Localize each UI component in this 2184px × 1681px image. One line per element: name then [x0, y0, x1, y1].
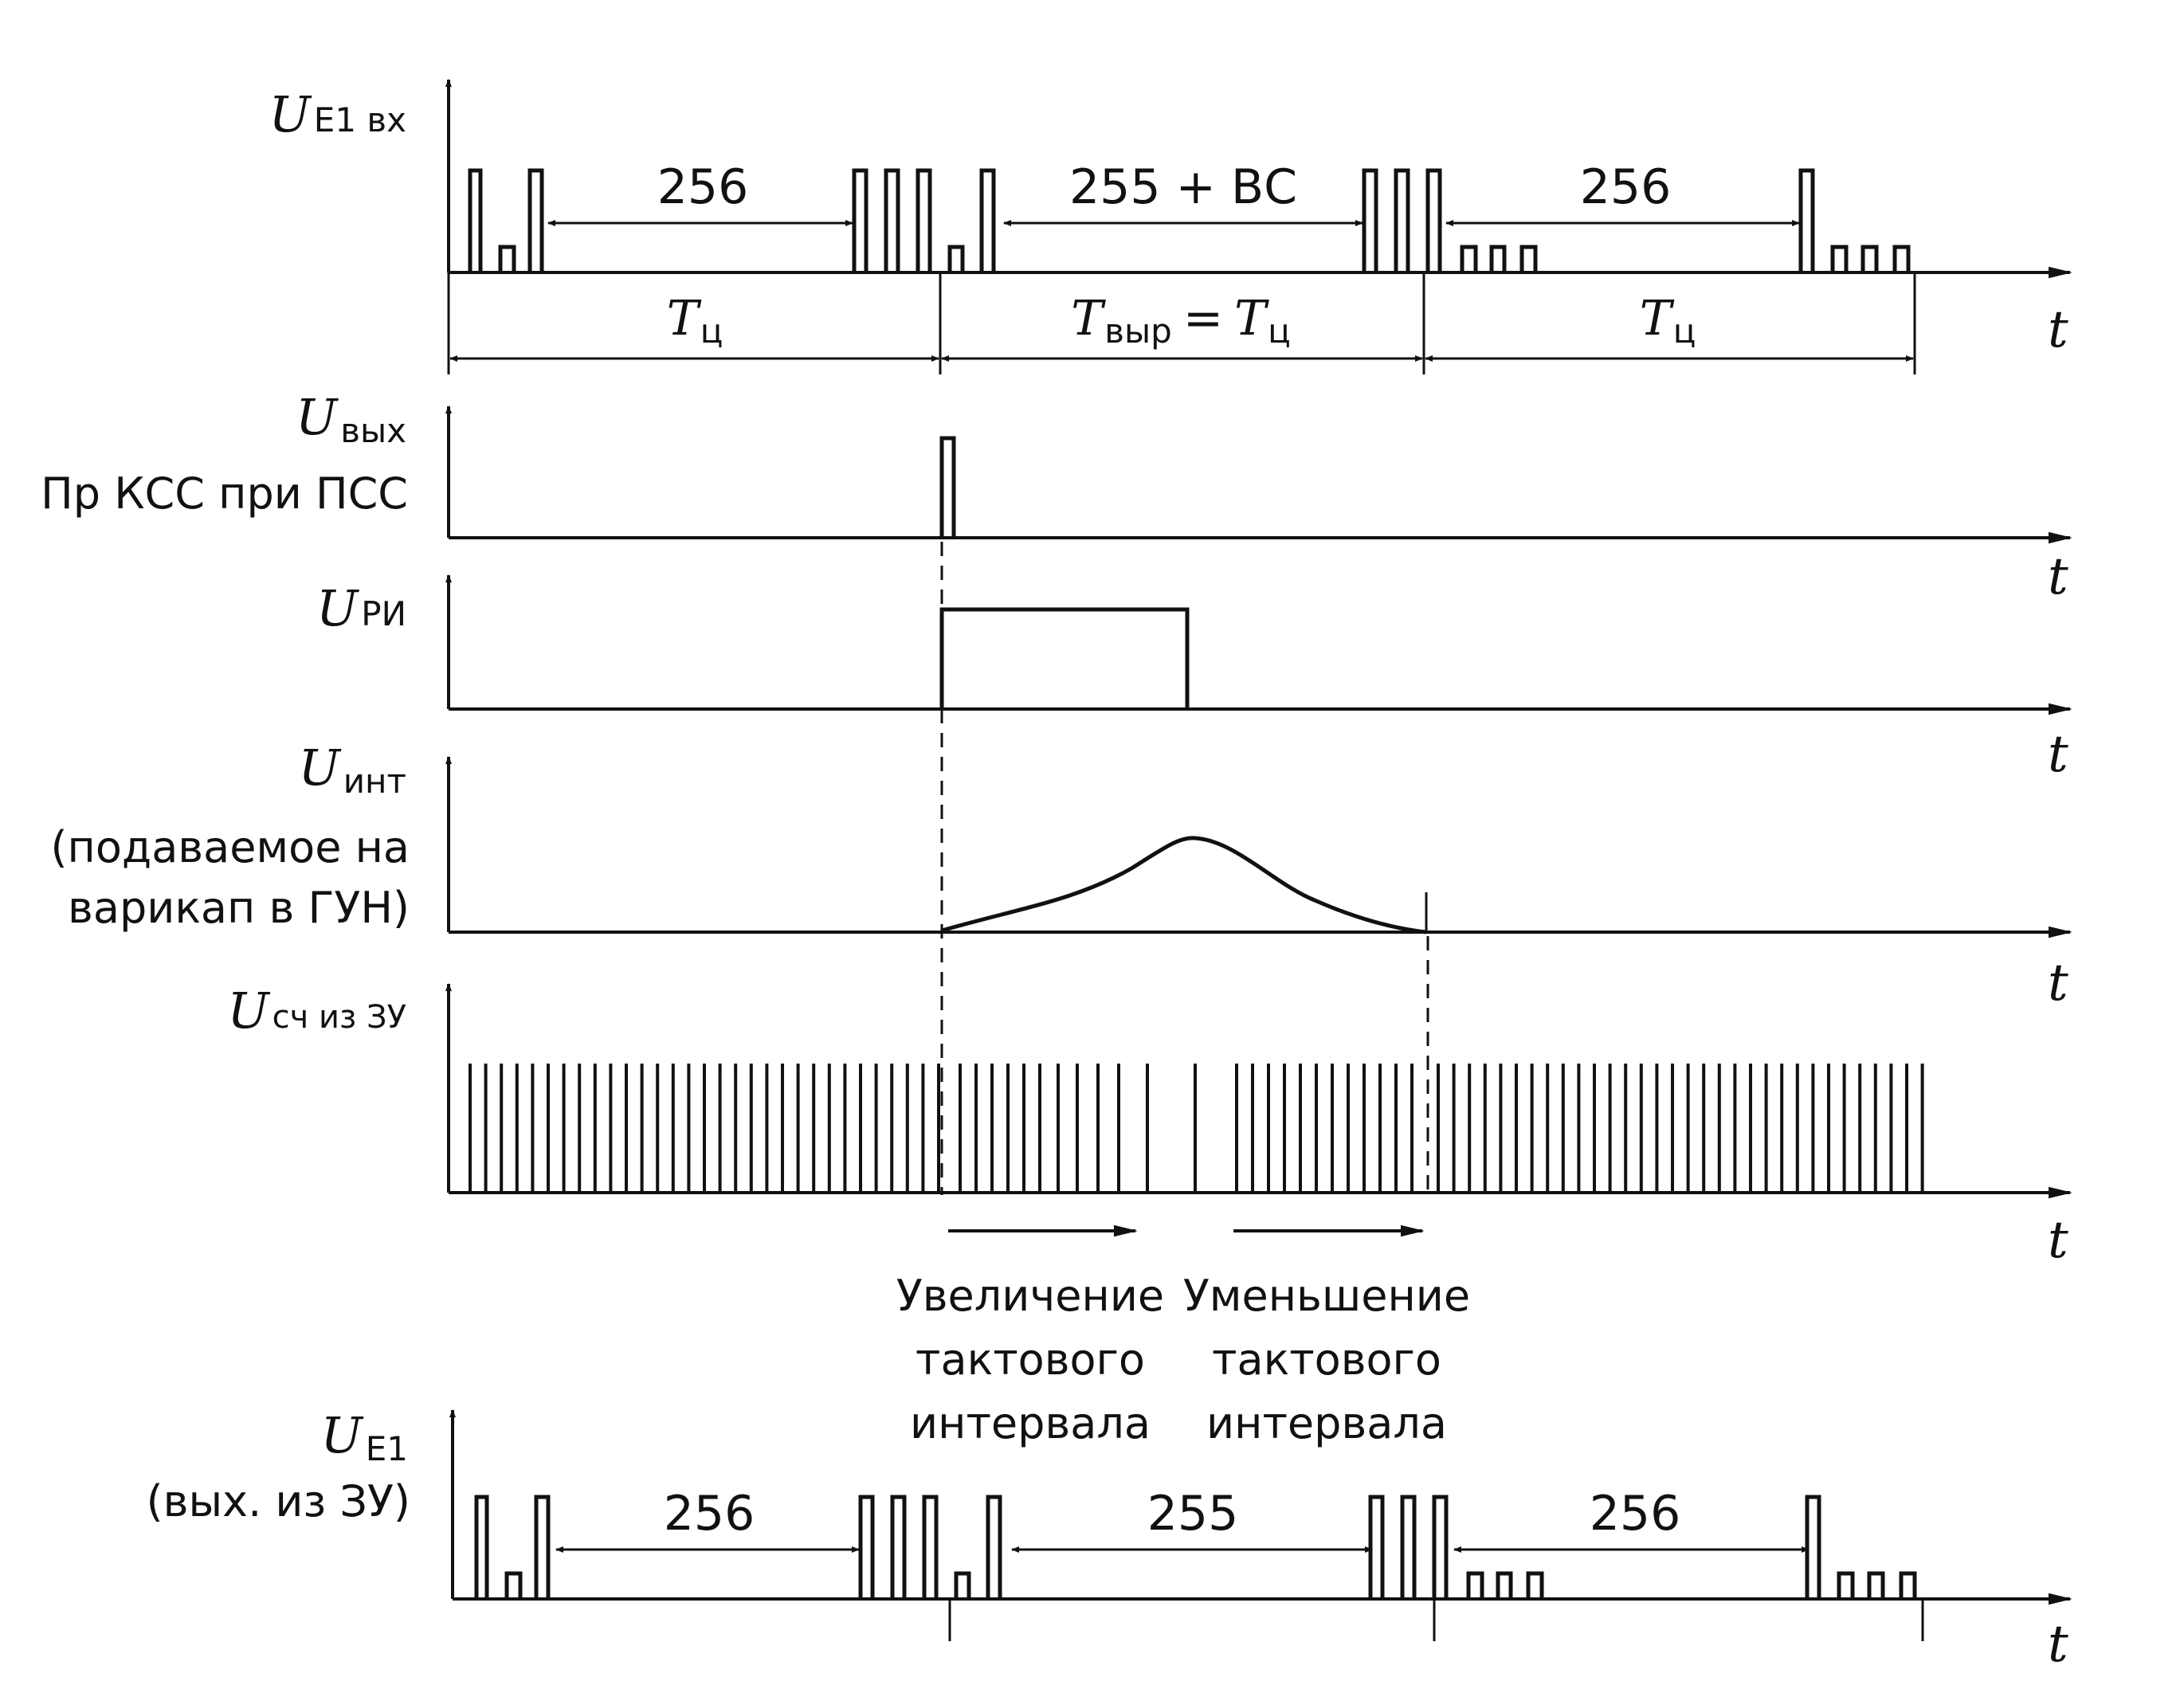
kss-caption: Пр КСС при ПСС — [41, 468, 408, 519]
int-caption-1: (подаваемое на — [50, 822, 410, 872]
row-e1-input — [269, 80, 2070, 374]
t-label-row4: t — [2048, 954, 2068, 1013]
ri-pulse — [942, 609, 1187, 709]
gap-label-3: 256 — [1579, 159, 1672, 215]
e1-in-label: UE1 вх — [269, 85, 406, 143]
period-label-1: Tц — [666, 291, 723, 351]
integrator-voltage-curve — [942, 838, 1426, 932]
out-gap-label-1: 256 — [663, 1486, 755, 1542]
note-increase-line2: тактового — [916, 1334, 1145, 1385]
note-decrease-line3: интервала — [1206, 1398, 1447, 1448]
int-label: Uинт — [298, 739, 406, 801]
gap-label-2: 255 + ВС — [1069, 159, 1297, 215]
sch-label: Uсч из ЗУ — [227, 982, 406, 1040]
out-gap-label-3: 256 — [1589, 1486, 1681, 1542]
int-caption-2: варикап в ГУН) — [68, 883, 410, 933]
t-label-row2: t — [2048, 547, 2068, 606]
t-label-row3: t — [2048, 725, 2068, 784]
sync-detect-pulse — [942, 438, 954, 538]
kss-label: Uвых — [295, 388, 406, 450]
note-decrease-line2: тактового — [1212, 1334, 1441, 1385]
gap-label-1: 256 — [657, 159, 749, 215]
period-label-3: Tц — [1639, 291, 1696, 351]
row-sch — [227, 982, 2070, 1270]
t-label-row6: t — [2048, 1615, 2068, 1674]
row-kss-output — [41, 388, 2070, 606]
note-increase-line3: интервала — [910, 1398, 1151, 1448]
out-gap-label-2: 255 — [1147, 1486, 1239, 1542]
row-int — [50, 739, 2070, 1013]
period-label-2: Tвыр = Tц — [1071, 291, 1291, 351]
clock-pulse-train — [470, 1064, 1923, 1193]
row-ri — [316, 575, 2070, 784]
ri-label: UРИ — [316, 579, 406, 637]
t-label-row1: t — [2048, 300, 2068, 359]
t-label-row5: t — [2048, 1211, 2068, 1270]
note-increase-line1: Увеличение — [896, 1271, 1165, 1321]
e1-out-label: UE1 — [320, 1406, 408, 1468]
note-decrease-line1: Уменьшение — [1182, 1271, 1471, 1321]
e1-out-caption: (вых. из ЗУ) — [146, 1476, 410, 1526]
interval-notes — [896, 1271, 1470, 1448]
